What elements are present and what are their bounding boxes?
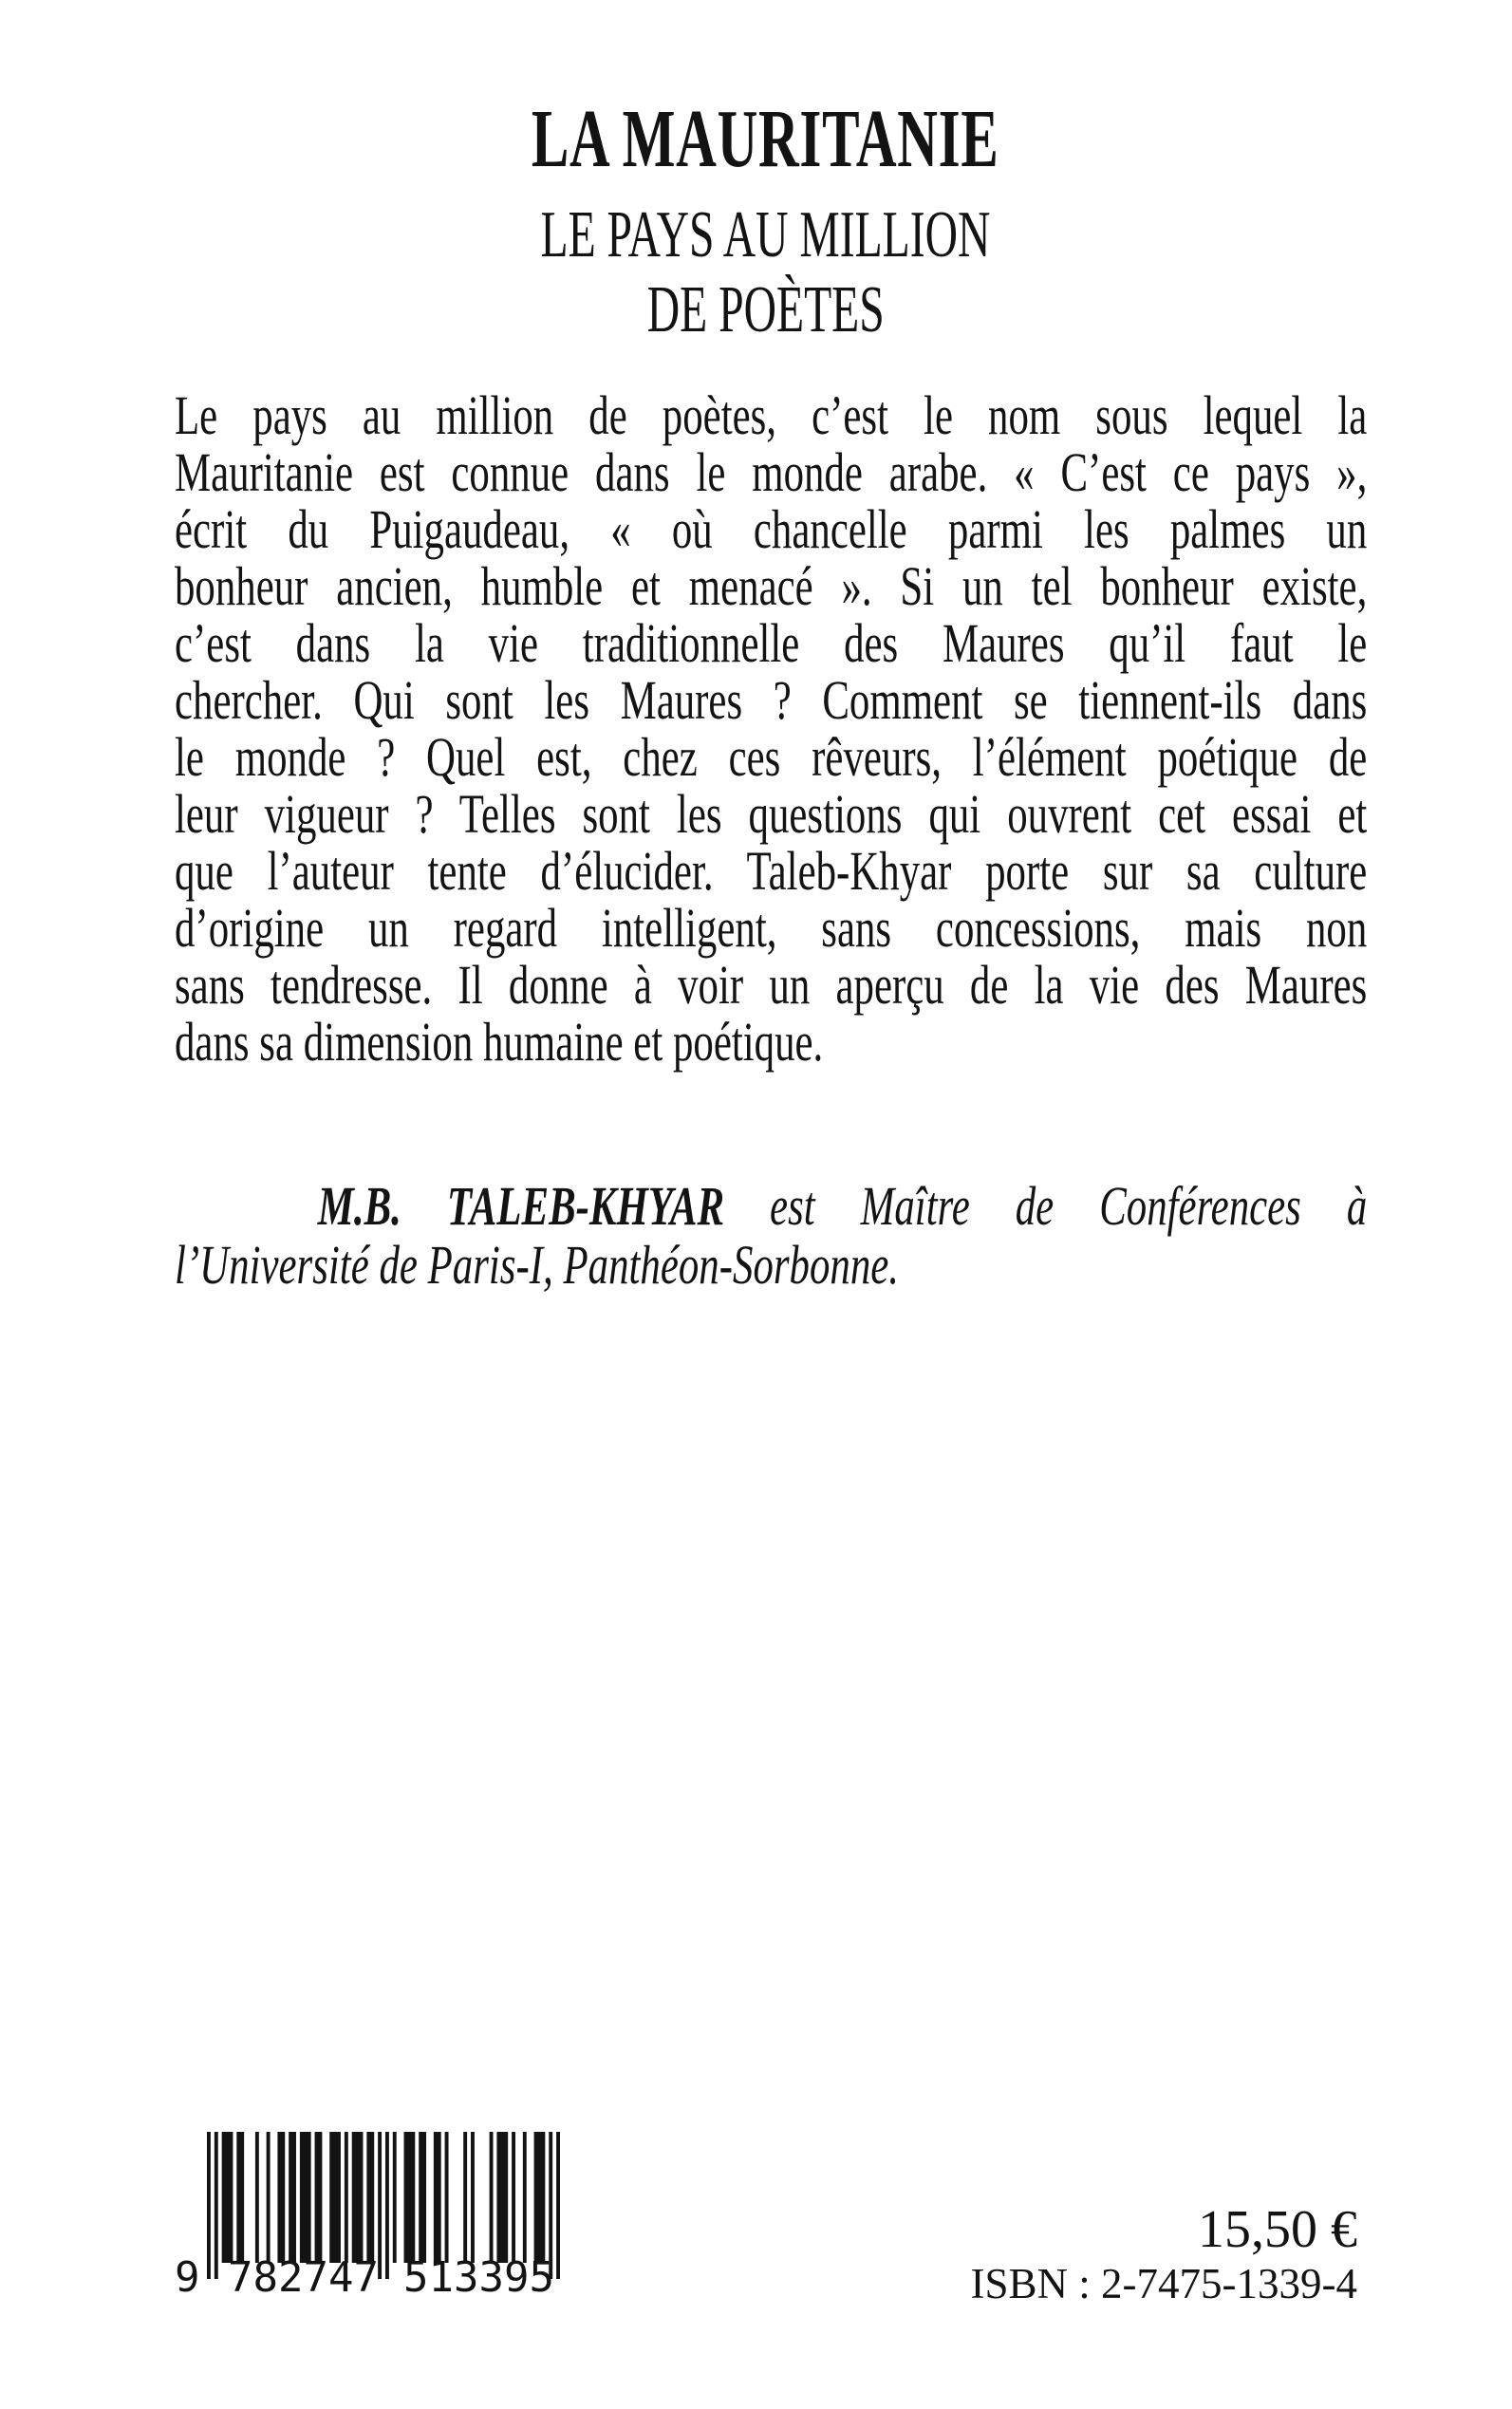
- author-bio-line-1: [175, 1177, 1367, 1236]
- price-isbn-block: [971, 2202, 1357, 2306]
- paragraph-line: Mauritanie est connue dans le monde arabe. « C’est ce pays »,: [175, 441, 1368, 503]
- subtitle-line-2: DE POÈTES: [646, 273, 885, 346]
- book-subtitle: [19, 197, 1512, 347]
- author-bio: [175, 1177, 1367, 1295]
- barcode-digits-left: 782747: [228, 2253, 379, 2302]
- paragraph-line: c’est dans la vie traditionnelle des Maures qu’il faut le: [175, 612, 1368, 674]
- author-bio-line-2: l’Université de Paris-I, Panthéon-Sorbonne.: [175, 1234, 900, 1296]
- paragraph-line: leur vigueur ? Telles sont les questions qui ouvrent cet essai et: [175, 783, 1368, 845]
- ean13-barcode: [171, 2132, 579, 2322]
- isbn-label: ISBN : 2-7475-1339-4: [970, 2260, 1357, 2307]
- barcode-digits-right: 513395: [403, 2253, 554, 2302]
- author-name: M.B. TALEB-KHYAR: [317, 1175, 725, 1237]
- paragraph-line: dans sa dimension humaine et poétique.: [175, 1011, 824, 1073]
- book-title-row: [19, 92, 1512, 184]
- paragraph-line: écrit du Puigaudeau, « où chancelle parmi les palmes un: [175, 498, 1368, 560]
- author-bio-text: est Maître de Conférences à: [724, 1175, 1368, 1237]
- paragraph-line: d’origine un regard intelligent, sans concessions, mais non: [175, 897, 1368, 959]
- paragraph-line: le monde ? Quel est, chez ces rêveurs, l’élément poétique de: [175, 726, 1368, 788]
- paragraph-line: chercher. Qui sont les Maures ? Comment se tiennent-ils dans: [175, 669, 1368, 731]
- price-label: 15,50 €: [1198, 2200, 1357, 2259]
- barcode-digit-first: 9: [175, 2253, 200, 2302]
- book-title: LA MAURITANIE: [532, 92, 999, 184]
- paragraph-line: sans tendresse. Il donne à voir un aperçu de la vie des Maures: [175, 954, 1368, 1016]
- subtitle-line-1: LE PAYS AU MILLION: [540, 198, 991, 271]
- back-cover-text: [175, 384, 1368, 1296]
- paragraph-line: Le pays au million de poètes, c’est le nom sous lequel la: [175, 384, 1368, 446]
- paragraph-line: que l’auteur tente d’élucider. Taleb-Khyar porte sur sa culture: [175, 840, 1368, 902]
- paragraph-line: bonheur ancien, humble et menacé ». Si un tel bonheur existe,: [175, 555, 1368, 617]
